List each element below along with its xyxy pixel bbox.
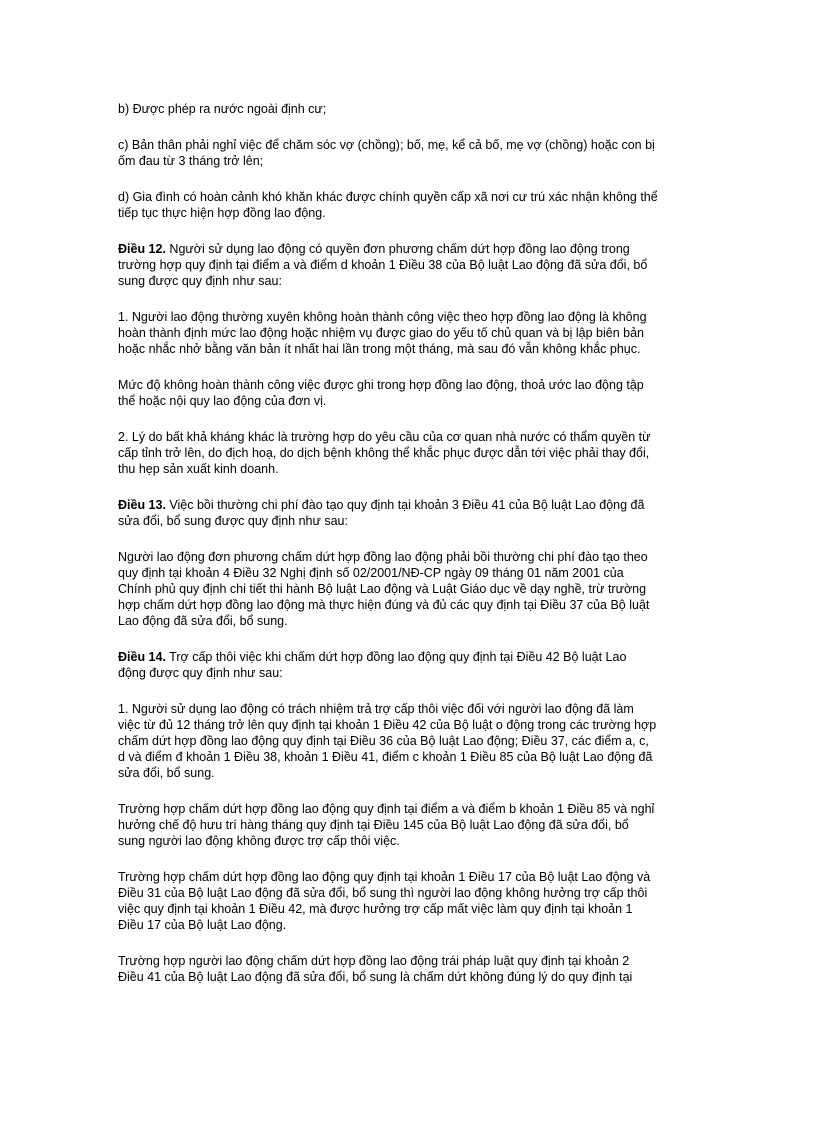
paragraph — [118, 549, 698, 629]
text-line — [118, 885, 698, 901]
article-paragraph — [118, 241, 698, 289]
line-text: Trợ cấp thôi việc khi chấm dứt hợp đồng lao động quy định tại Điều 42 Bộ luật Lao — [165, 650, 627, 664]
paragraph — [118, 701, 698, 781]
paragraph — [118, 309, 698, 357]
line-text: Trường hợp người lao động chấm dứt hợp đồng lao động trái pháp luật quy định tại khoản 2 — [118, 954, 630, 968]
paragraph — [118, 137, 698, 169]
line-text: sửa đổi, bổ sung được quy định như sau: — [118, 514, 348, 528]
line-text: Chính phủ quy định chi tiết thi hành Bộ luật Lao động và Luật Giáo dục về dạy nghề, trừ trường — [118, 582, 647, 596]
line-text: Mức độ không hoàn thành công việc được ghi trong hợp đồng lao động, thoả ước lao động tập — [118, 378, 644, 392]
line-text: 1. Người sử dụng lao động có trách nhiệm trả trợ cấp thôi việc đối với người lao động đã làm — [118, 702, 634, 716]
text-line — [118, 241, 698, 257]
text-line — [118, 733, 698, 749]
text-line — [118, 701, 698, 717]
paragraph — [118, 377, 698, 409]
text-line — [118, 817, 698, 833]
line-text: tiếp tục thực hiện hợp đồng lao động. — [118, 206, 326, 220]
line-text: d và điểm đ khoản 1 Điều 38, khoản 1 Điều 41, điểm c khoản 1 Điều 85 của Bộ luật Lao động đã — [118, 750, 653, 764]
line-text: sửa đổi, bổ sung. — [118, 766, 215, 780]
line-text: 2. Lý do bất khả kháng khác là trường hợp do yêu cầu của cơ quan nhà nước có thẩm quyền từ — [118, 430, 651, 444]
article-heading: Điều 14. — [118, 650, 166, 664]
line-text: trường hợp quy định tại điểm a và điểm d khoản 1 Điều 38 của Bộ luật Lao động đã sửa đổi, bổ — [118, 258, 648, 272]
line-text: sung người lao động không được trợ cấp thôi việc. — [118, 834, 400, 848]
paragraph — [118, 953, 698, 985]
line-text: động được quy định như sau: — [118, 666, 283, 680]
text-line — [118, 137, 698, 153]
text-line — [118, 665, 698, 681]
line-text: Trường hợp chấm dứt hợp đồng lao động quy định tại khoản 1 Điều 17 của Bộ luật Lao động và — [118, 870, 651, 884]
line-text: sung được quy định như sau: — [118, 274, 282, 288]
text-line — [118, 901, 698, 917]
text-line — [118, 801, 698, 817]
line-text: chấm dứt hợp đồng lao động quy định tại Điều 36 của Bộ luật Lao động; Điều 37, các điểm a, c, — [118, 734, 649, 748]
article-heading: Điều 13. — [118, 498, 166, 512]
text-line — [118, 205, 698, 221]
text-line — [118, 101, 698, 117]
text-line — [118, 273, 698, 289]
text-line — [118, 153, 698, 169]
paragraph — [118, 189, 698, 221]
line-text: Lao động đã sửa đổi, bổ sung. — [118, 614, 288, 628]
line-text: hoàn thành định mức lao động hoặc nhiệm vụ được giao do yếu tố chủ quan và bị lập biên bản — [118, 326, 644, 340]
paragraph — [118, 429, 698, 477]
line-text: hưởng chế độ hưu trí hàng tháng quy định tại Điều 145 của Bộ luật Lao động đã sửa đổi, bổ — [118, 818, 629, 832]
text-line — [118, 341, 698, 357]
line-text: Điều 41 của Bộ luật Lao động đã sửa đổi, bổ sung là chấm dứt không đúng lý do quy định tại — [118, 970, 633, 984]
line-text: Người sử dụng lao động có quyền đơn phương chấm dứt hợp đồng lao động trong — [165, 242, 630, 256]
line-text: Điều 31 của Bộ luật Lao động đã sửa đổi, bổ sung thì người lao động không hưởng trợ cấp thôi — [118, 886, 648, 900]
text-line — [118, 393, 698, 409]
text-line — [118, 325, 698, 341]
line-text: việc quy định tại khoản 1 Điều 42, mà được hưởng trợ cấp mất việc làm quy định tại khoản 1 — [118, 902, 633, 916]
line-text: b) Được phép ra nước ngoài định cư; — [118, 102, 327, 116]
document-body — [118, 101, 698, 1005]
line-text: quy định tại khoản 4 Điều 32 Nghị định số 02/2001/NĐ-CP ngày 09 tháng 01 năm 2001 của — [118, 566, 624, 580]
line-text: ốm đau từ 3 tháng trở lên; — [118, 154, 264, 168]
text-line — [118, 309, 698, 325]
text-line — [118, 613, 698, 629]
line-text: hợp chấm dứt hợp đồng lao động mà thực hiện đúng và đủ các quy định tại Điều 37 của Bộ luật — [118, 598, 650, 612]
line-text: d) Gia đình có hoàn cảnh khó khăn khác được chính quyền cấp xã nơi cư trú xác nhận không thể — [118, 190, 658, 204]
text-line — [118, 597, 698, 613]
paragraph — [118, 869, 698, 933]
paragraph — [118, 101, 698, 117]
text-line — [118, 833, 698, 849]
text-line — [118, 257, 698, 273]
text-line — [118, 649, 698, 665]
line-text: thể hoặc nội quy lao động của đơn vị. — [118, 394, 327, 408]
text-line — [118, 445, 698, 461]
article-heading: Điều 12. — [118, 242, 166, 256]
line-text: thu hẹp sản xuất kinh doanh. — [118, 462, 279, 476]
line-text: Việc bồi thường chi phí đào tạo quy định tại khoản 3 Điều 41 của Bộ luật Lao động đã — [165, 498, 645, 512]
text-line — [118, 461, 698, 477]
article-paragraph — [118, 497, 698, 529]
text-line — [118, 549, 698, 565]
text-line — [118, 565, 698, 581]
text-line — [118, 189, 698, 205]
paragraph — [118, 801, 698, 849]
text-line — [118, 953, 698, 969]
line-text: Trường hợp chấm dứt hợp đồng lao động quy định tại điểm a và điểm b khoản 1 Điều 85 và nghỉ — [118, 802, 655, 816]
text-line — [118, 513, 698, 529]
text-line — [118, 917, 698, 933]
text-line — [118, 717, 698, 733]
line-text: cấp tỉnh trở lên, do địch hoạ, do dịch bệnh không thể khắc phục được dẫn tới việc phải thay đổi, — [118, 446, 650, 460]
line-text: hoặc nhắc nhở bằng văn bản ít nhất hai lần trong một tháng, mà sau đó vẫn không khắc phục. — [118, 342, 641, 356]
article-paragraph — [118, 649, 698, 681]
text-line — [118, 869, 698, 885]
text-line — [118, 377, 698, 393]
line-text: việc từ đủ 12 tháng trở lên quy định tại khoản 1 Điều 42 của Bộ luật o động trong các trường hợp — [118, 718, 657, 732]
text-line — [118, 749, 698, 765]
text-line — [118, 969, 698, 985]
line-text: Người lao động đơn phương chấm dứt hợp đồng lao động phải bồi thường chi phí đào tạo theo — [118, 550, 648, 564]
line-text: Điều 17 của Bộ luật Lao động. — [118, 918, 287, 932]
text-line — [118, 765, 698, 781]
text-line — [118, 429, 698, 445]
line-text: c) Bản thân phải nghỉ việc để chăm sóc vợ (chồng); bố, mẹ, kể cả bố, mẹ vợ (chồng) hoặc con bị — [118, 138, 655, 152]
text-line — [118, 497, 698, 513]
text-line — [118, 581, 698, 597]
line-text: 1. Người lao động thường xuyên không hoàn thành công việc theo hợp đồng lao động là không — [118, 310, 647, 324]
